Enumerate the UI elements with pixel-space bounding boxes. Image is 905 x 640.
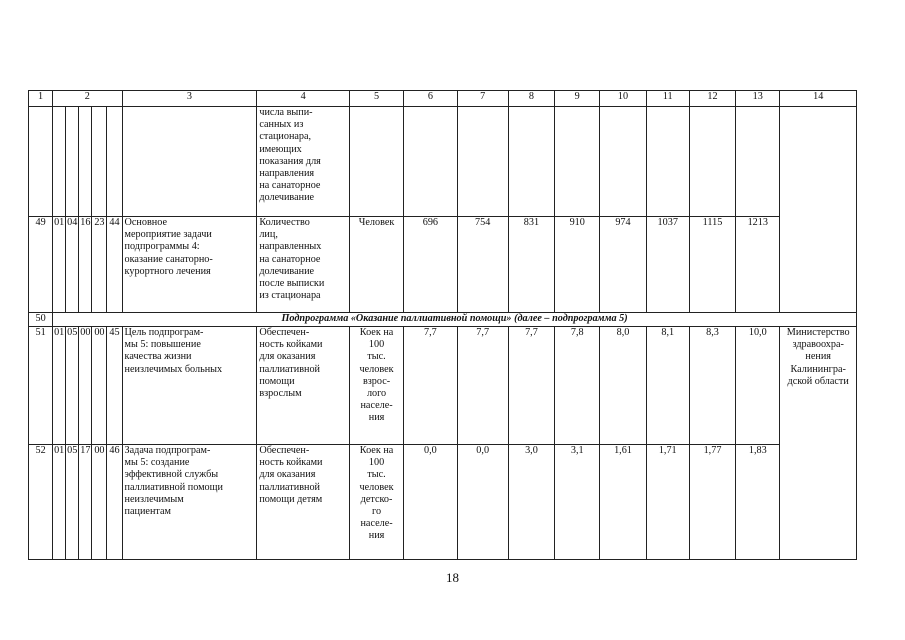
value-cell: 7,7 [457, 327, 508, 445]
value-cell: 8,3 [689, 327, 735, 445]
header-col-12: 12 [689, 91, 735, 107]
value-cell: 1,83 [736, 445, 780, 560]
code-cell: 00 [92, 327, 107, 445]
value-cell: 1,61 [600, 445, 646, 560]
header-col-11: 11 [646, 91, 689, 107]
indicator-table [28, 90, 857, 560]
value-cell: 0,0 [404, 445, 457, 560]
value-cell: 8,0 [600, 327, 646, 445]
value-cell: 7,8 [555, 327, 600, 445]
header-col-6: 6 [404, 91, 457, 107]
unit-cell: Человек [349, 217, 403, 313]
page-number: 18 [446, 570, 459, 585]
code-cell: 05 [66, 327, 79, 445]
empty-cell [555, 107, 600, 217]
code-cell: 23 [92, 217, 107, 313]
value-cell: 7,7 [508, 327, 554, 445]
value-cell: 831 [508, 217, 554, 313]
code-cell: 45 [107, 327, 122, 445]
subprogram-title: Подпрограмма «Оказание паллиативной помощи» (далее – подпрограмма 5) [53, 313, 857, 327]
empty-cell [600, 107, 646, 217]
value-cell: 1115 [689, 217, 735, 313]
header-col-3: 3 [122, 91, 257, 107]
header-col-1: 1 [29, 91, 53, 107]
header-col-2: 2 [53, 91, 122, 107]
header-col-14: 14 [780, 91, 857, 107]
value-cell: 7,7 [404, 327, 457, 445]
event-name-cell: Цель подпрограм- мы 5: повышение качества жизни неизлечимых больных [122, 327, 257, 445]
value-cell: 754 [457, 217, 508, 313]
value-cell: 696 [404, 217, 457, 313]
value-cell: 1037 [646, 217, 689, 313]
value-cell: 10,0 [736, 327, 780, 445]
value-cell: 3,0 [508, 445, 554, 560]
value-cell: 1213 [736, 217, 780, 313]
table-row [29, 217, 857, 313]
empty-cell [646, 107, 689, 217]
empty-cell [53, 107, 66, 217]
code-cell: 00 [92, 445, 107, 560]
value-cell: 910 [555, 217, 600, 313]
table-row [29, 107, 857, 217]
code-cell: 44 [107, 217, 122, 313]
code-cell: 01 [53, 217, 66, 313]
value-cell: 8,1 [646, 327, 689, 445]
empty-cell [122, 107, 257, 217]
header-col-7: 7 [457, 91, 508, 107]
header-col-13: 13 [736, 91, 780, 107]
header-row [29, 91, 857, 107]
row-number: 51 [29, 327, 53, 445]
responsible-cell: Министерство здравоохра- нения Калинингра- дской области [780, 327, 857, 560]
header-col-9: 9 [555, 91, 600, 107]
section-row [29, 313, 857, 327]
header-col-10: 10 [600, 91, 646, 107]
value-cell: 1,71 [646, 445, 689, 560]
code-cell: 17 [79, 445, 92, 560]
value-cell: 974 [600, 217, 646, 313]
header-col-5: 5 [349, 91, 403, 107]
empty-cell [689, 107, 735, 217]
header-col-8: 8 [508, 91, 554, 107]
empty-cell [79, 107, 92, 217]
empty-cell [29, 107, 53, 217]
unit-cell: Коек на 100 тыс. человек детско- го населе- ния [349, 445, 403, 560]
empty-cell [457, 107, 508, 217]
table-row [29, 327, 857, 445]
empty-cell [404, 107, 457, 217]
empty-cell [92, 107, 107, 217]
header-col-4: 4 [257, 91, 350, 107]
empty-cell [349, 107, 403, 217]
empty-cell [736, 107, 780, 217]
value-cell: 3,1 [555, 445, 600, 560]
indicator-name-cell: Количество лиц, направленных на санаторное долечивание после выписки из стационара [257, 217, 350, 313]
event-name-cell: Основное мероприятие задачи подпрограммы 4: оказание санаторно- курортного лечения [122, 217, 257, 313]
code-cell: 16 [79, 217, 92, 313]
indicator-name-cell: числа выпи- санных из стационара, имеющих показания для направления на санаторное долечивание [257, 107, 350, 217]
row-number: 52 [29, 445, 53, 560]
table-row [29, 445, 857, 560]
event-name-cell: Задача подпрограм- мы 5: создание эффективной службы паллиативной помощи неизлечимым пациентам [122, 445, 257, 560]
indicator-name-cell: Обеспечен- ность койками для оказания паллиативной помощи взрослым [257, 327, 350, 445]
code-cell: 05 [66, 445, 79, 560]
row-number: 50 [29, 313, 53, 327]
empty-cell [107, 107, 122, 217]
unit-cell: Коек на 100 тыс. человек взрос- лого населе- ния [349, 327, 403, 445]
empty-cell [66, 107, 79, 217]
indicator-name-cell: Обеспечен- ность койками для оказания паллиативной помощи детям [257, 445, 350, 560]
responsible-cell [780, 107, 857, 313]
code-cell: 46 [107, 445, 122, 560]
code-cell: 01 [53, 327, 66, 445]
code-cell: 04 [66, 217, 79, 313]
value-cell: 0,0 [457, 445, 508, 560]
code-cell: 00 [79, 327, 92, 445]
code-cell: 01 [53, 445, 66, 560]
value-cell: 1,77 [689, 445, 735, 560]
row-number: 49 [29, 217, 53, 313]
empty-cell [508, 107, 554, 217]
